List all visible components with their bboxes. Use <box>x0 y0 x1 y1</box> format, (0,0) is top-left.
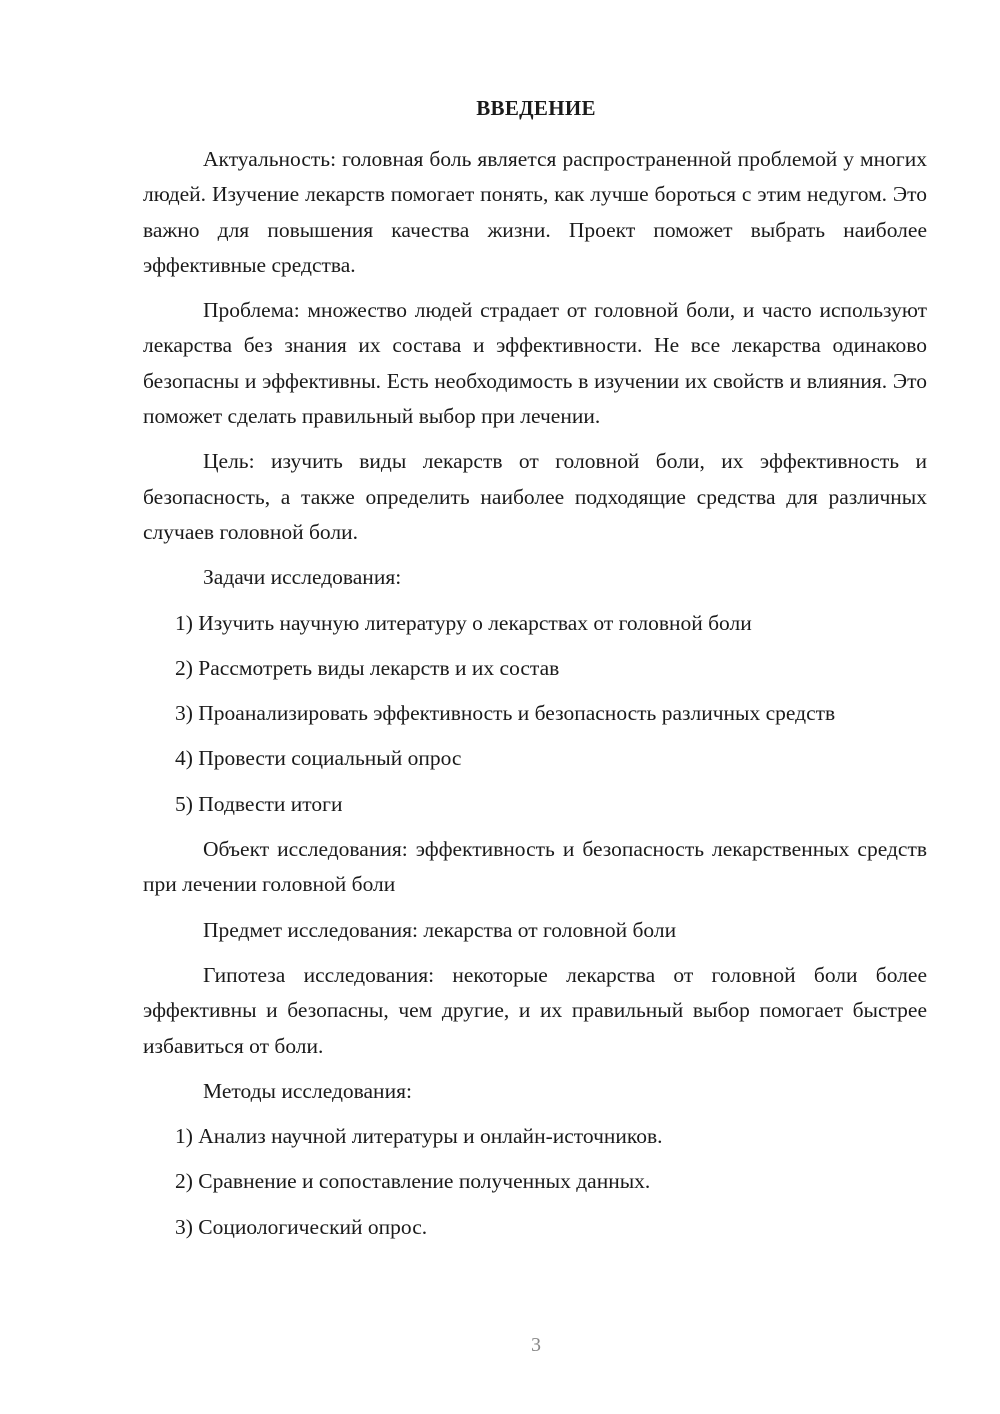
goal-paragraph: Цель: изучить виды лекарств от головной боли, их эффективность и безопасность, а также определить наиболее подходящие средства для различных случаев головной боли. <box>143 449 927 544</box>
method-item: 1) Анализ научной литературы и онлайн-источников. <box>175 1124 663 1149</box>
task-item: 2) Рассмотреть виды лекарств и их состав <box>175 655 560 680</box>
relevance-paragraph: Актуальность: головная боль является распространенной проблемой у многих людей. Изучение лекарств помогает понять, как лучше бороться с этим недугом. Это важно для повышения качества жизни. Проект поможет выбрать наиболее эффективные средства. <box>143 147 927 277</box>
method-item: 2) Сравнение и сопоставление полученных данных. <box>175 1169 651 1194</box>
object-paragraph: Объект исследования: эффективность и безопасность лекарственных средств при лечении головной боли <box>143 837 927 897</box>
hypothesis-paragraph: Гипотеза исследования: некоторые лекарства от головной боли более эффективны и безопасны, чем другие, и их правильный выбор помогает быстрее избавиться от боли. <box>143 962 927 1058</box>
tasks-heading: Задачи исследования: <box>203 565 402 590</box>
page-title: ВВЕДЕНИЕ <box>476 96 596 120</box>
problem-paragraph: Проблема: множество людей страдает от головной боли, и часто используют лекарства без знания их состава и эффективности. Не все лекарства одинаково безопасны и эффективны. Есть необходимость в изучении их свойств и влияния. Это поможет сделать правильный выбор при лечении. <box>143 298 927 429</box>
methods-heading: Методы исследования: <box>203 1078 412 1103</box>
task-item: 3) Проанализировать эффективность и безопасность различных средств <box>175 701 836 726</box>
task-item: 1) Изучить научную литературу о лекарствах от головной боли <box>175 610 752 635</box>
page-number: 3 <box>531 1334 541 1356</box>
task-item: 4) Провести социальный опрос <box>175 746 462 771</box>
body-text <box>143 142 927 1245</box>
task-item: 5) Подвести итоги <box>175 791 343 816</box>
subject-paragraph: Предмет исследования: лекарства от головной боли <box>203 917 677 942</box>
method-item: 3) Социологический опрос. <box>175 1214 428 1239</box>
